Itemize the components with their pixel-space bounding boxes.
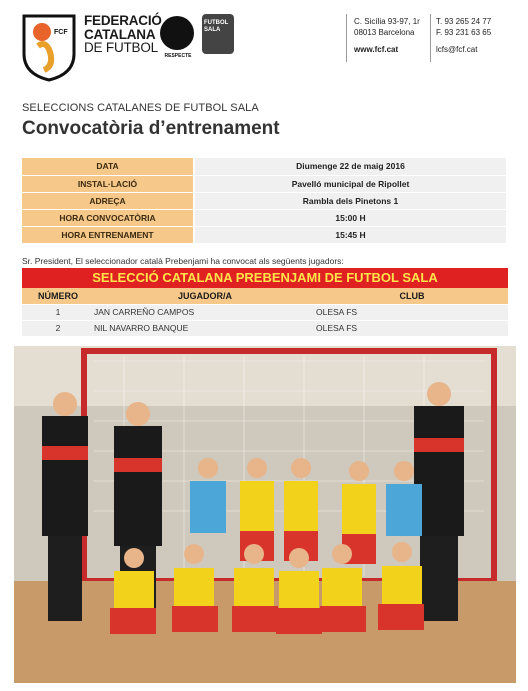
player-table [22, 288, 508, 336]
respecte-badge [160, 16, 194, 50]
player-name: JAN CARREÑO CAMPOS [94, 304, 316, 320]
column-header-number: NÚMERO [22, 288, 94, 304]
futbol-sala-badge-label [204, 20, 232, 34]
document-title: Convocatòria d’entrenament [22, 118, 280, 139]
intro-text: Sr. President, El seleccionador català Prebenjami ha convocat als següents jugadors: [22, 256, 344, 266]
info-value: 15:45 H [194, 226, 506, 243]
info-label: INSTAL·LACIÓ [22, 175, 194, 192]
brand-line-1: FEDERACIÓ [84, 13, 162, 28]
fax-line: F. 93 231 63 65 [436, 28, 492, 37]
divider [430, 14, 431, 62]
info-row [22, 175, 506, 192]
document-subtitle: SELECCIONS CATALANES DE FUTBOL SALA [22, 102, 259, 114]
team-photo [14, 346, 516, 683]
column-header-player: JUGADOR/A [94, 288, 316, 304]
svg-text:FCF: FCF [54, 29, 68, 36]
info-label: HORA ENTRENAMENT [22, 226, 194, 243]
info-row [22, 192, 506, 209]
player-club: OLESA FS [316, 304, 508, 320]
respecte-badge-label: RESPECTE [164, 53, 192, 59]
divider [346, 14, 347, 62]
info-row [22, 158, 506, 175]
federation-name [84, 14, 162, 55]
info-row [22, 226, 506, 243]
info-value: Rambla dels Pinetons 1 [194, 192, 506, 209]
info-label: ADREÇA [22, 192, 194, 209]
badge2-line-2: SALA [204, 27, 221, 33]
badge2-line-1: FUTBOL [204, 20, 229, 26]
column-header-club: CLUB [316, 288, 508, 304]
info-label: HORA CONVOCATÒRIA [22, 209, 194, 226]
table-row [22, 320, 508, 336]
player-club: OLESA FS [316, 320, 508, 336]
info-value: Diumenge 22 de maig 2016 [194, 158, 506, 175]
fcf-logo [20, 12, 78, 82]
player-number: 1 [22, 304, 94, 320]
city-line: 08013 Barcelona [354, 28, 415, 37]
info-row [22, 209, 506, 226]
table-row [22, 304, 508, 320]
website-link[interactable]: www.fcf.cat [354, 45, 399, 54]
player-name: NIL NAVARRO BANQUE [94, 320, 316, 336]
contact-phone [436, 16, 491, 55]
contact-address [354, 16, 420, 55]
address-line: C. Sicília 93-97, 1r [354, 17, 420, 26]
session-info-table [22, 158, 506, 244]
letterhead [0, 0, 528, 92]
selection-table [22, 268, 508, 336]
info-value: 15:00 H [194, 209, 506, 226]
info-label: DATA [22, 158, 194, 175]
player-table-header [22, 288, 508, 304]
player-number: 2 [22, 320, 94, 336]
brand-line-3: DE FUTBOL [84, 40, 158, 55]
brand-line-2: CATALANA [84, 26, 156, 42]
selection-heading: SELECCIÓ CATALANA PREBENJAMI DE FUTBOL SALA [22, 268, 508, 288]
email-link[interactable]: lcfs@fcf.cat [436, 45, 478, 54]
phone-line: T. 93 265 24 77 [436, 17, 492, 26]
info-value: Pavelló municipal de Ripollet [194, 175, 506, 192]
